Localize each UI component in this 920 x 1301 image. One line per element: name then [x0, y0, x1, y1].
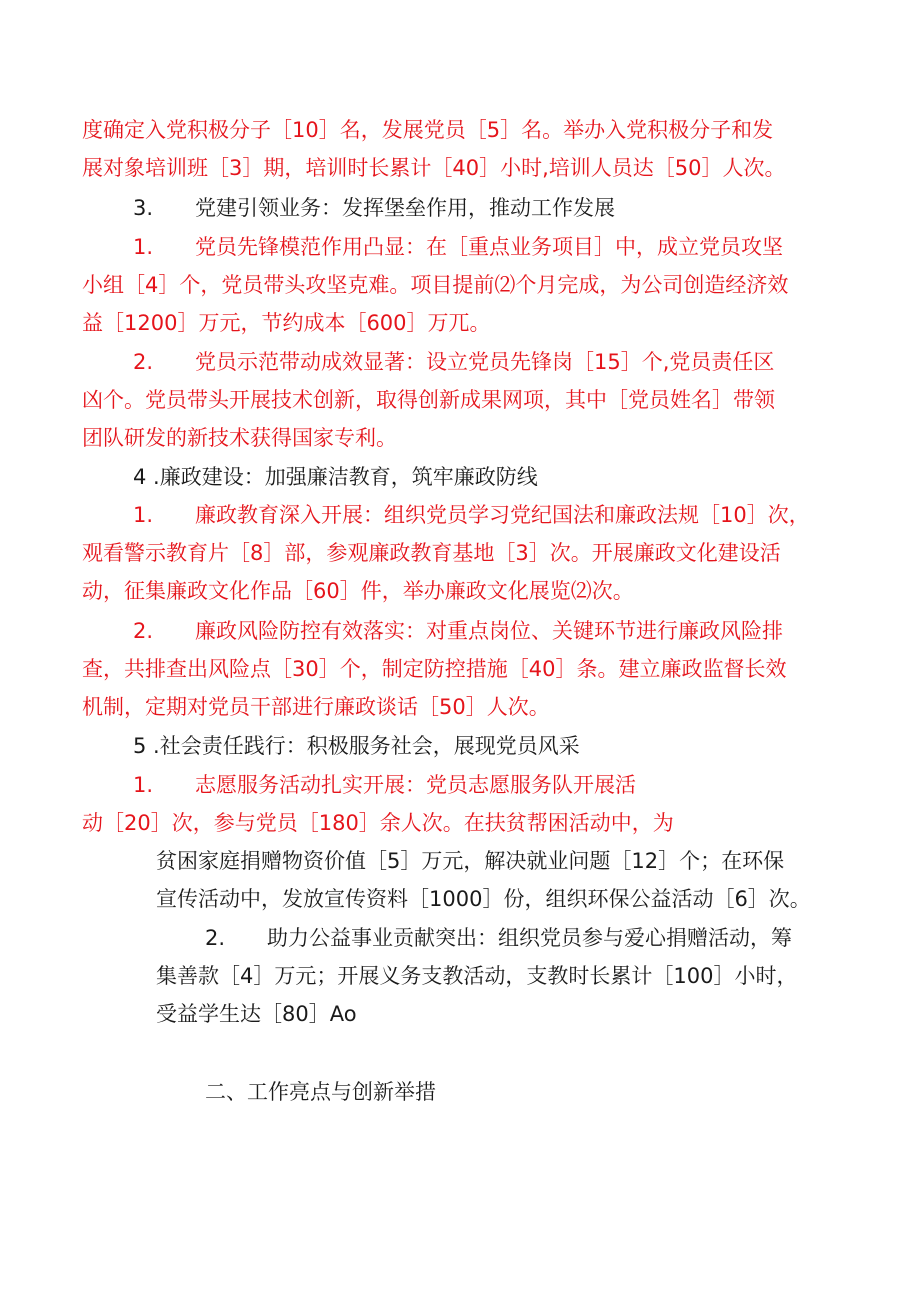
paragraph-line: 观看警示教育片［8］部，参观廉政教育基地［3］次。开展廉政文化建设活 [82, 541, 781, 565]
paragraph-line: 机制，定期对党员干部进行廉政谈话［50］人次。 [82, 695, 550, 719]
section-heading-5: 5 .社会责任践行：积极服务社会，展现党员风采 [133, 734, 580, 758]
paragraph-line: 展对象培训班［3］期，培训时长累计［40］小时,培训人员达［50］人次。 [82, 156, 786, 180]
paragraph-line: 小组［4］个，党员带头攻坚克难。项目提前⑵个月完成，为公司创造经济效 [82, 273, 789, 297]
paragraph-line: 2. 党员示范带动成效显著：设立党员先锋岗［15］个,党员责任区 [133, 350, 775, 374]
paragraph-line: 1. 党员先锋模范作用凸显：在［重点业务项目］中，成立党员攻坚 [133, 235, 784, 259]
paragraph-line: 2. 助力公益事业贡献突出：组织党员参与爱心捐赠活动，筹 [205, 926, 793, 950]
paragraph-line: 1. 廉政教育深入开展：组织党员学习党纪国法和廉政法规［10］次， [133, 503, 810, 527]
paragraph-line: 益［1200］万元，节约成本［600］万兀。 [82, 311, 491, 335]
section-heading-3: 3. 党建引领业务：发挥堡垒作用，推动工作发展 [133, 196, 616, 220]
paragraph-line: 受益学生达［80］Ao [156, 1002, 357, 1026]
paragraph-line: 度确定入党积极分子［10］名，发展党员［5］名。举办入党积极分子和发 [82, 118, 774, 142]
paragraph-line: 1. 志愿服务活动扎实开展：党员志愿服务队开展活 [133, 773, 637, 797]
chapter-heading: 二、工作亮点与创新举措 [205, 1080, 436, 1104]
paragraph-line: 查，共排查出风险点［30］个，制定防控措施［40］条。建立廉政监督长效 [82, 657, 787, 681]
paragraph-line: 动，征集廉政文化作品［60］件，举办廉政文化展览⑵次。 [82, 579, 634, 603]
section-heading-4: 4 .廉政建设：加强廉洁教育，筑牢廉政防线 [133, 465, 538, 489]
paragraph-line: 凶个。党员带头开展技术创新，取得创新成果网项，其中［党员姓名］带领 [82, 388, 775, 412]
paragraph-line: 宣传活动中，发放宣传资料［1000］份，组织环保公益活动［6］次。 [156, 887, 811, 911]
paragraph-line: 集善款［4］万元；开展义务支教活动，支教时长累计［100］小时， [156, 964, 798, 988]
paragraph-line: 贫困家庭捐赠物资价值［5］万元，解决就业问题［12］个；在环保 [156, 849, 785, 873]
paragraph-line: 团队研发的新技术获得国家专利。 [82, 426, 397, 450]
paragraph-line: 动［20］次，参与党员［180］余人次。在扶贫帮困活动中，为 [82, 811, 674, 835]
paragraph-line: 2. 廉政风险防控有效落实：对重点岗位、关键环节进行廉政风险排 [133, 619, 784, 643]
